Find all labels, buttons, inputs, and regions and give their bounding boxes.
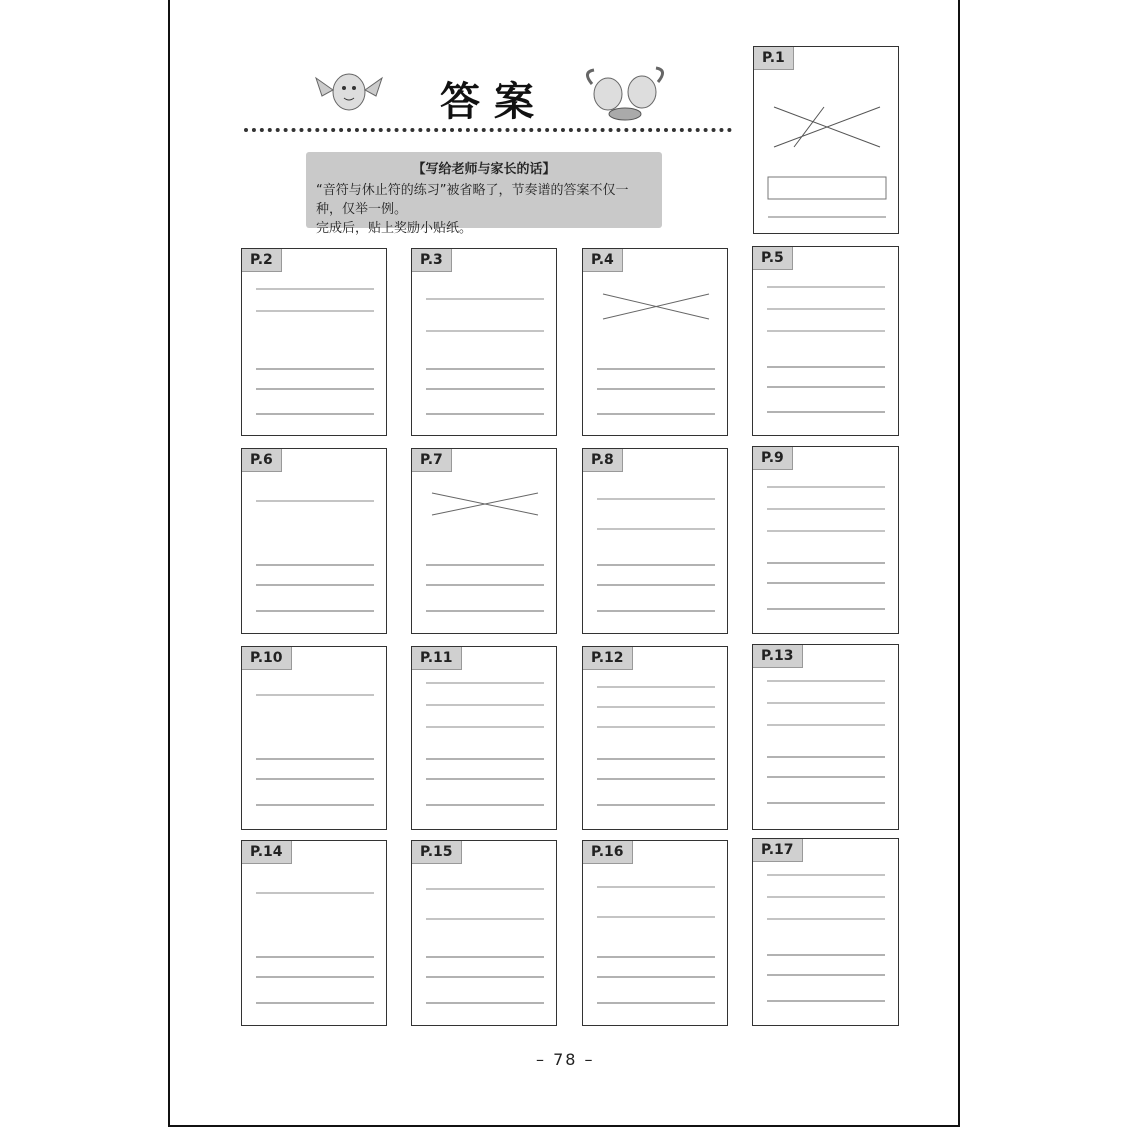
- answer-card-p6: [241, 448, 387, 634]
- answer-sketch: [242, 449, 388, 635]
- answer-sketch: [753, 645, 900, 831]
- card-label: P.12: [583, 647, 633, 670]
- page-title: 答案: [440, 79, 548, 125]
- card-label: P.2: [242, 249, 282, 272]
- answer-card-p11: [411, 646, 557, 830]
- note-line-2: 完成后，贴上奖励小贴纸。: [316, 221, 473, 236]
- page-number: – 78 –: [536, 1050, 595, 1069]
- card-label: P.3: [412, 249, 452, 272]
- answer-sketch: [753, 247, 900, 437]
- card-label: P.15: [412, 841, 462, 864]
- answer-card-p2: [241, 248, 387, 436]
- squirrels-mascot-icon: [580, 64, 670, 124]
- answer-sketch: [754, 47, 900, 235]
- teacher-note: [306, 152, 662, 236]
- answer-sketch: [583, 249, 729, 437]
- card-label: P.7: [412, 449, 452, 472]
- answer-card-p12: [582, 646, 728, 830]
- answer-sketch: [583, 449, 729, 635]
- card-label: P.16: [583, 841, 633, 864]
- card-label: P.6: [242, 449, 282, 472]
- answer-card-p4: [582, 248, 728, 436]
- card-label: P.10: [242, 647, 292, 670]
- card-label: P.11: [412, 647, 462, 670]
- answer-sketch: [412, 841, 558, 1027]
- card-label: P.8: [583, 449, 623, 472]
- card-label: P.9: [753, 447, 793, 470]
- answer-card-p17: [752, 838, 899, 1026]
- header: [300, 58, 730, 128]
- answer-sketch: [242, 841, 388, 1027]
- answer-sketch: [753, 839, 900, 1027]
- answer-card-p16: [582, 840, 728, 1026]
- card-label: P.13: [753, 645, 803, 668]
- answer-card-p1: [753, 46, 899, 234]
- card-label: P.4: [583, 249, 623, 272]
- card-label: P.17: [753, 839, 803, 862]
- answer-card-p10: [241, 646, 387, 830]
- answer-card-p8: [582, 448, 728, 634]
- answer-card-p13: [752, 644, 899, 830]
- answer-sketch: [242, 647, 388, 831]
- answer-sketch: [412, 647, 558, 831]
- card-label: P.1: [754, 47, 794, 70]
- card-label: P.14: [242, 841, 292, 864]
- answer-sketch: [412, 249, 558, 437]
- answer-card-p3: [411, 248, 557, 436]
- answer-card-p5: [752, 246, 899, 436]
- answer-sketch: [753, 447, 900, 635]
- answer-sketch: [583, 841, 729, 1027]
- note-line-1: “音符与休止符的练习”被省略了，节奏谱的答案不仅一种，仅举一例。: [316, 183, 629, 217]
- note-title: 【写给老师与家长的话】: [412, 162, 556, 177]
- answer-card-p15: [411, 840, 557, 1026]
- answer-card-p9: [752, 446, 899, 634]
- answer-sketch: [583, 647, 729, 831]
- answer-card-p14: [241, 840, 387, 1026]
- bat-mascot-icon: [314, 62, 384, 122]
- card-label: P.5: [753, 247, 793, 270]
- answer-sketch: [242, 249, 388, 437]
- divider: [244, 128, 732, 132]
- answer-card-p7: [411, 448, 557, 634]
- answer-sketch: [412, 449, 558, 635]
